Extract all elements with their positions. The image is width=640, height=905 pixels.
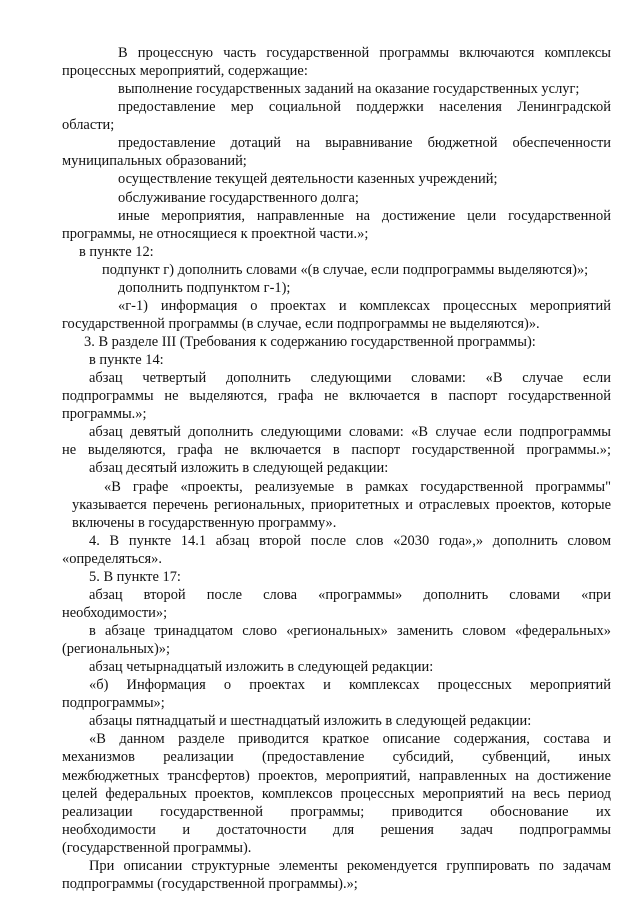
text-line: «определяться». (62, 551, 162, 567)
text-line: указывается перечень региональных, приоритетных и отраслевых проектов, которые (72, 497, 611, 513)
text-line: При описании структурные элементы рекомендуется группировать по задачам (89, 858, 611, 874)
text-line: предоставление мер социальной поддержки населения Ленинградской (118, 99, 611, 115)
text-line: обслуживание государственного долга; (118, 190, 359, 206)
text-line: программы.»; (62, 406, 147, 422)
text-line: абзац девятый дополнить следующими словами: «В случае если подпрограммы (89, 424, 611, 440)
text-line: выполнение государственных заданий на оказание государственных услуг; (118, 81, 580, 97)
text-line: (региональных)»; (62, 641, 171, 657)
text-line: процессных мероприятий, содержащие: (62, 63, 308, 79)
text-line: 5. В пункте 17: (89, 569, 181, 585)
text-line: муниципальных образований; (62, 153, 247, 169)
text-line: 3. В разделе III (Требования к содержанию государственной программы): (84, 334, 536, 350)
text-line: не выделяются, графа не включается в паспорт государственной программы.»; (62, 442, 611, 458)
text-line: подпрограммы»; (62, 695, 165, 711)
text-line: межбюджетных трансфертов) проектов, мероприятий, направленных на достижение (62, 768, 611, 784)
text-line: абзац второй после слова «программы» дополнить словами «при (89, 587, 611, 603)
text-line: необходимости»; (62, 605, 168, 621)
text-line: необходимости и достаточности для решения задач подпрограммы (62, 822, 611, 838)
text-line: В процессную часть государственной программы включаются комплексы (118, 45, 611, 61)
text-line: «г-1) информация о проектах и комплексах процессных мероприятий (118, 298, 611, 314)
text-line: в пункте 14: (89, 352, 164, 368)
text-line: области; (62, 117, 115, 133)
text-line: «В графе «проекты, реализуемые в рамках государственной программы" (104, 479, 611, 495)
text-line: абзац десятый изложить в следующей редакции: (89, 460, 389, 476)
text-line: государственной программы (в случае, если подпрограммы не выделяются)». (62, 316, 540, 332)
text-line: подпрограммы (государственной программы).»; (62, 876, 358, 892)
text-line: программы, не относящиеся к проектной части.»; (62, 226, 369, 242)
text-line: «б) Информация о проектах и комплексах процессных мероприятий (89, 677, 611, 693)
text-line: в пункте 12: (79, 244, 154, 260)
text-line: абзац четвертый дополнить следующими словами: «В случае если (89, 370, 611, 386)
text-line: целей федеральных проектов, комплексов процессных мероприятий на весь период (62, 786, 611, 802)
text-line: (государственной программы). (62, 840, 252, 856)
text-line: иные мероприятия, направленные на достижение цели государственной (118, 208, 611, 224)
text-line: дополнить подпунктом г-1); (118, 280, 291, 296)
text-line: осуществление текущей деятельности казенных учреждений; (118, 171, 498, 187)
text-line: 4. В пункте 14.1 абзац второй после слов «2030 года»,» дополнить словом (89, 533, 611, 549)
text-line: подпрограммы не выделяются, графа не включается в паспорт государственной (62, 388, 611, 404)
text-line: подпункт г) дополнить словами «(в случае, если подпрограммы выделяются)»; (102, 262, 589, 278)
text-line: включены в государственную программу». (72, 515, 337, 531)
text-line: предоставление дотаций на выравнивание бюджетной обеспеченности (118, 135, 611, 151)
text-line: в абзаце тринадцатом слово «региональных» заменить словом «федеральных» (89, 623, 611, 639)
text-line: «В данном разделе приводится краткое описание содержания, состава и (89, 731, 611, 747)
text-line: абзацы пятнадцатый и шестнадцатый изложить в следующей редакции: (89, 713, 532, 729)
text-line: реализации государственной программы; приводится обоснование их (62, 804, 611, 820)
text-line: механизмов реализации (предоставление субсидий, субвенций, иных (62, 749, 611, 765)
text-line: абзац четырнадцатый изложить в следующей редакции: (89, 659, 434, 675)
